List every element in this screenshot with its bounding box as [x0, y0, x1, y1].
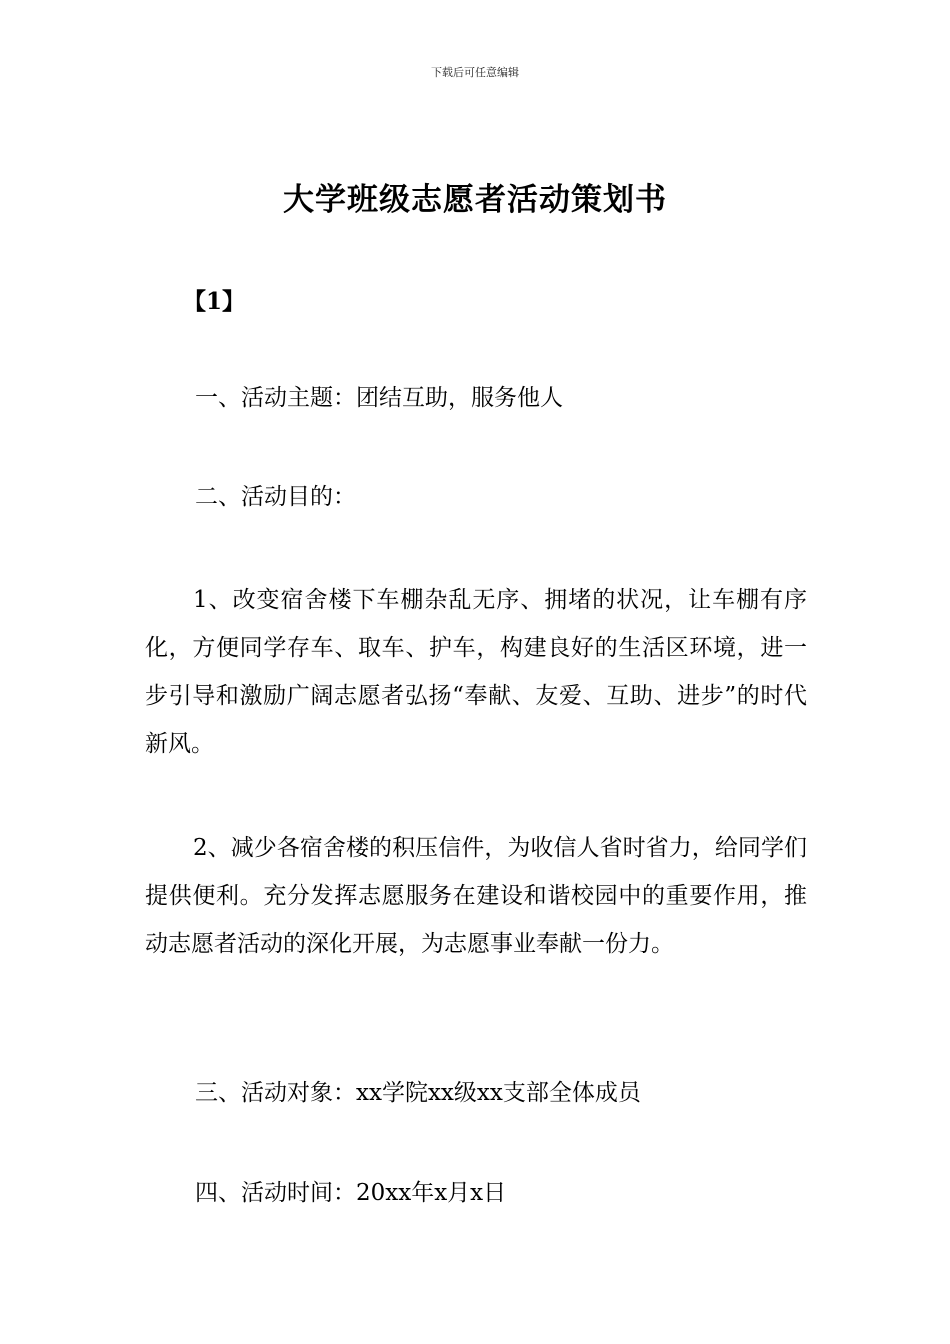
header-note: 下载后可任意编辑 [431, 66, 519, 79]
document-title: 大学班级志愿者活动策划书 [283, 182, 667, 218]
activity-time-line: 四、活动时间：20xx年x月x日 [195, 1180, 507, 1206]
purpose-paragraph-1: 1、改变宿舍楼下车棚杂乱无序、拥堵的状况，让车棚有序化，方便同学存车、取车、护车，构建良好的生活区环境，进一步引导和激励广阔志愿者弘扬“奉献、友爱、互助、进步”的时代新风。 [145, 587, 807, 757]
section-marker: 【1】 [183, 288, 246, 315]
activity-target-line: 三、活动对象：xx学院xx级xx支部全体成员 [195, 1080, 641, 1106]
activity-theme-line: 一、活动主题：团结互助，服务他人 [195, 385, 563, 411]
activity-purpose-heading: 二、活动目的： [195, 484, 356, 510]
purpose-paragraph-2: 2、减少各宿舍楼的积压信件，为收信人省时省力，给同学们提供便利。充分发挥志愿服务在建设和谐校园中的重要作用，推动志愿者活动的深化开展，为志愿事业奉献一份力。 [145, 835, 807, 957]
